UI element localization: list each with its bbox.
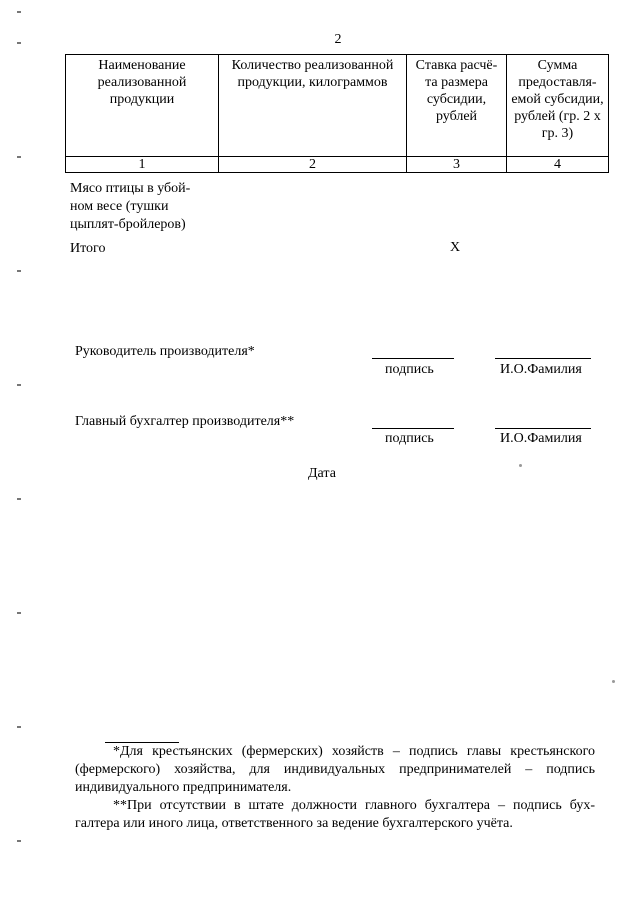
head-signature-title: Руководитель производителя* xyxy=(75,344,255,359)
subsidy-table xyxy=(65,54,609,173)
product-row-line: ном весе (тушки xyxy=(70,199,169,214)
accountant-name-caption: И.О.Фамилия xyxy=(500,431,582,446)
accountant-signature-line xyxy=(372,428,454,429)
product-row-line: цыплят-бройлеров) xyxy=(70,217,186,232)
accountant-signature-caption: подпись xyxy=(385,431,434,446)
scan-mark xyxy=(17,498,21,500)
total-row-label: Итого xyxy=(70,241,106,256)
column-number: 3 xyxy=(407,157,507,173)
scan-mark xyxy=(17,612,21,614)
head-name-line xyxy=(495,358,591,359)
head-name-caption: И.О.Фамилия xyxy=(500,362,582,377)
column-number: 2 xyxy=(219,157,407,173)
table-header-row xyxy=(66,55,609,157)
scan-dot xyxy=(519,464,522,467)
header-quantity: Количество реализованной продукции, килограммов xyxy=(219,55,407,157)
scan-mark xyxy=(17,384,21,386)
scan-mark xyxy=(17,726,21,728)
footnote-1 xyxy=(75,743,595,797)
product-row-line: Мясо птицы в убой- xyxy=(70,181,191,196)
product-row-label xyxy=(70,180,190,234)
scan-mark xyxy=(17,156,21,158)
total-rate-mark: Х xyxy=(450,240,461,255)
column-number: 1 xyxy=(66,157,219,173)
table-number-row xyxy=(66,157,609,173)
accountant-signature-title: Главный бухгалтер производителя** xyxy=(75,414,295,429)
footnote-1-text: *Для крестьянских (фермерских) хозяйств – подпись главы крестьянского (фермерского) хозяйства, для индивидуальных предпринимателей – подпись индивидуального предпринимателя. xyxy=(75,744,595,795)
head-signature-line xyxy=(372,358,454,359)
header-subsidy-amount: Сумма предоставля-емой субсидии, рублей (гр. 2 х гр. 3) xyxy=(507,55,609,157)
page-number: 2 xyxy=(334,32,342,47)
scan-mark xyxy=(17,840,21,842)
header-product-name: Наименование реализованной продукции xyxy=(66,55,219,157)
date-label: Дата xyxy=(308,466,336,481)
head-signature-caption: подпись xyxy=(385,362,434,377)
scan-dot xyxy=(612,680,615,683)
scan-mark xyxy=(17,11,21,13)
footnote-2 xyxy=(75,797,595,833)
accountant-name-line xyxy=(495,428,591,429)
header-rate: Ставка расчё-та размера субсидии, рублей xyxy=(407,55,507,157)
column-number: 4 xyxy=(507,157,609,173)
footnote-2-text: **При отсутствии в штате должности главного бухгалтера – подпись бух-галтера или иного лица, ответственного за ведение бухгалтерского учёта. xyxy=(75,798,595,831)
scan-mark xyxy=(17,270,21,272)
